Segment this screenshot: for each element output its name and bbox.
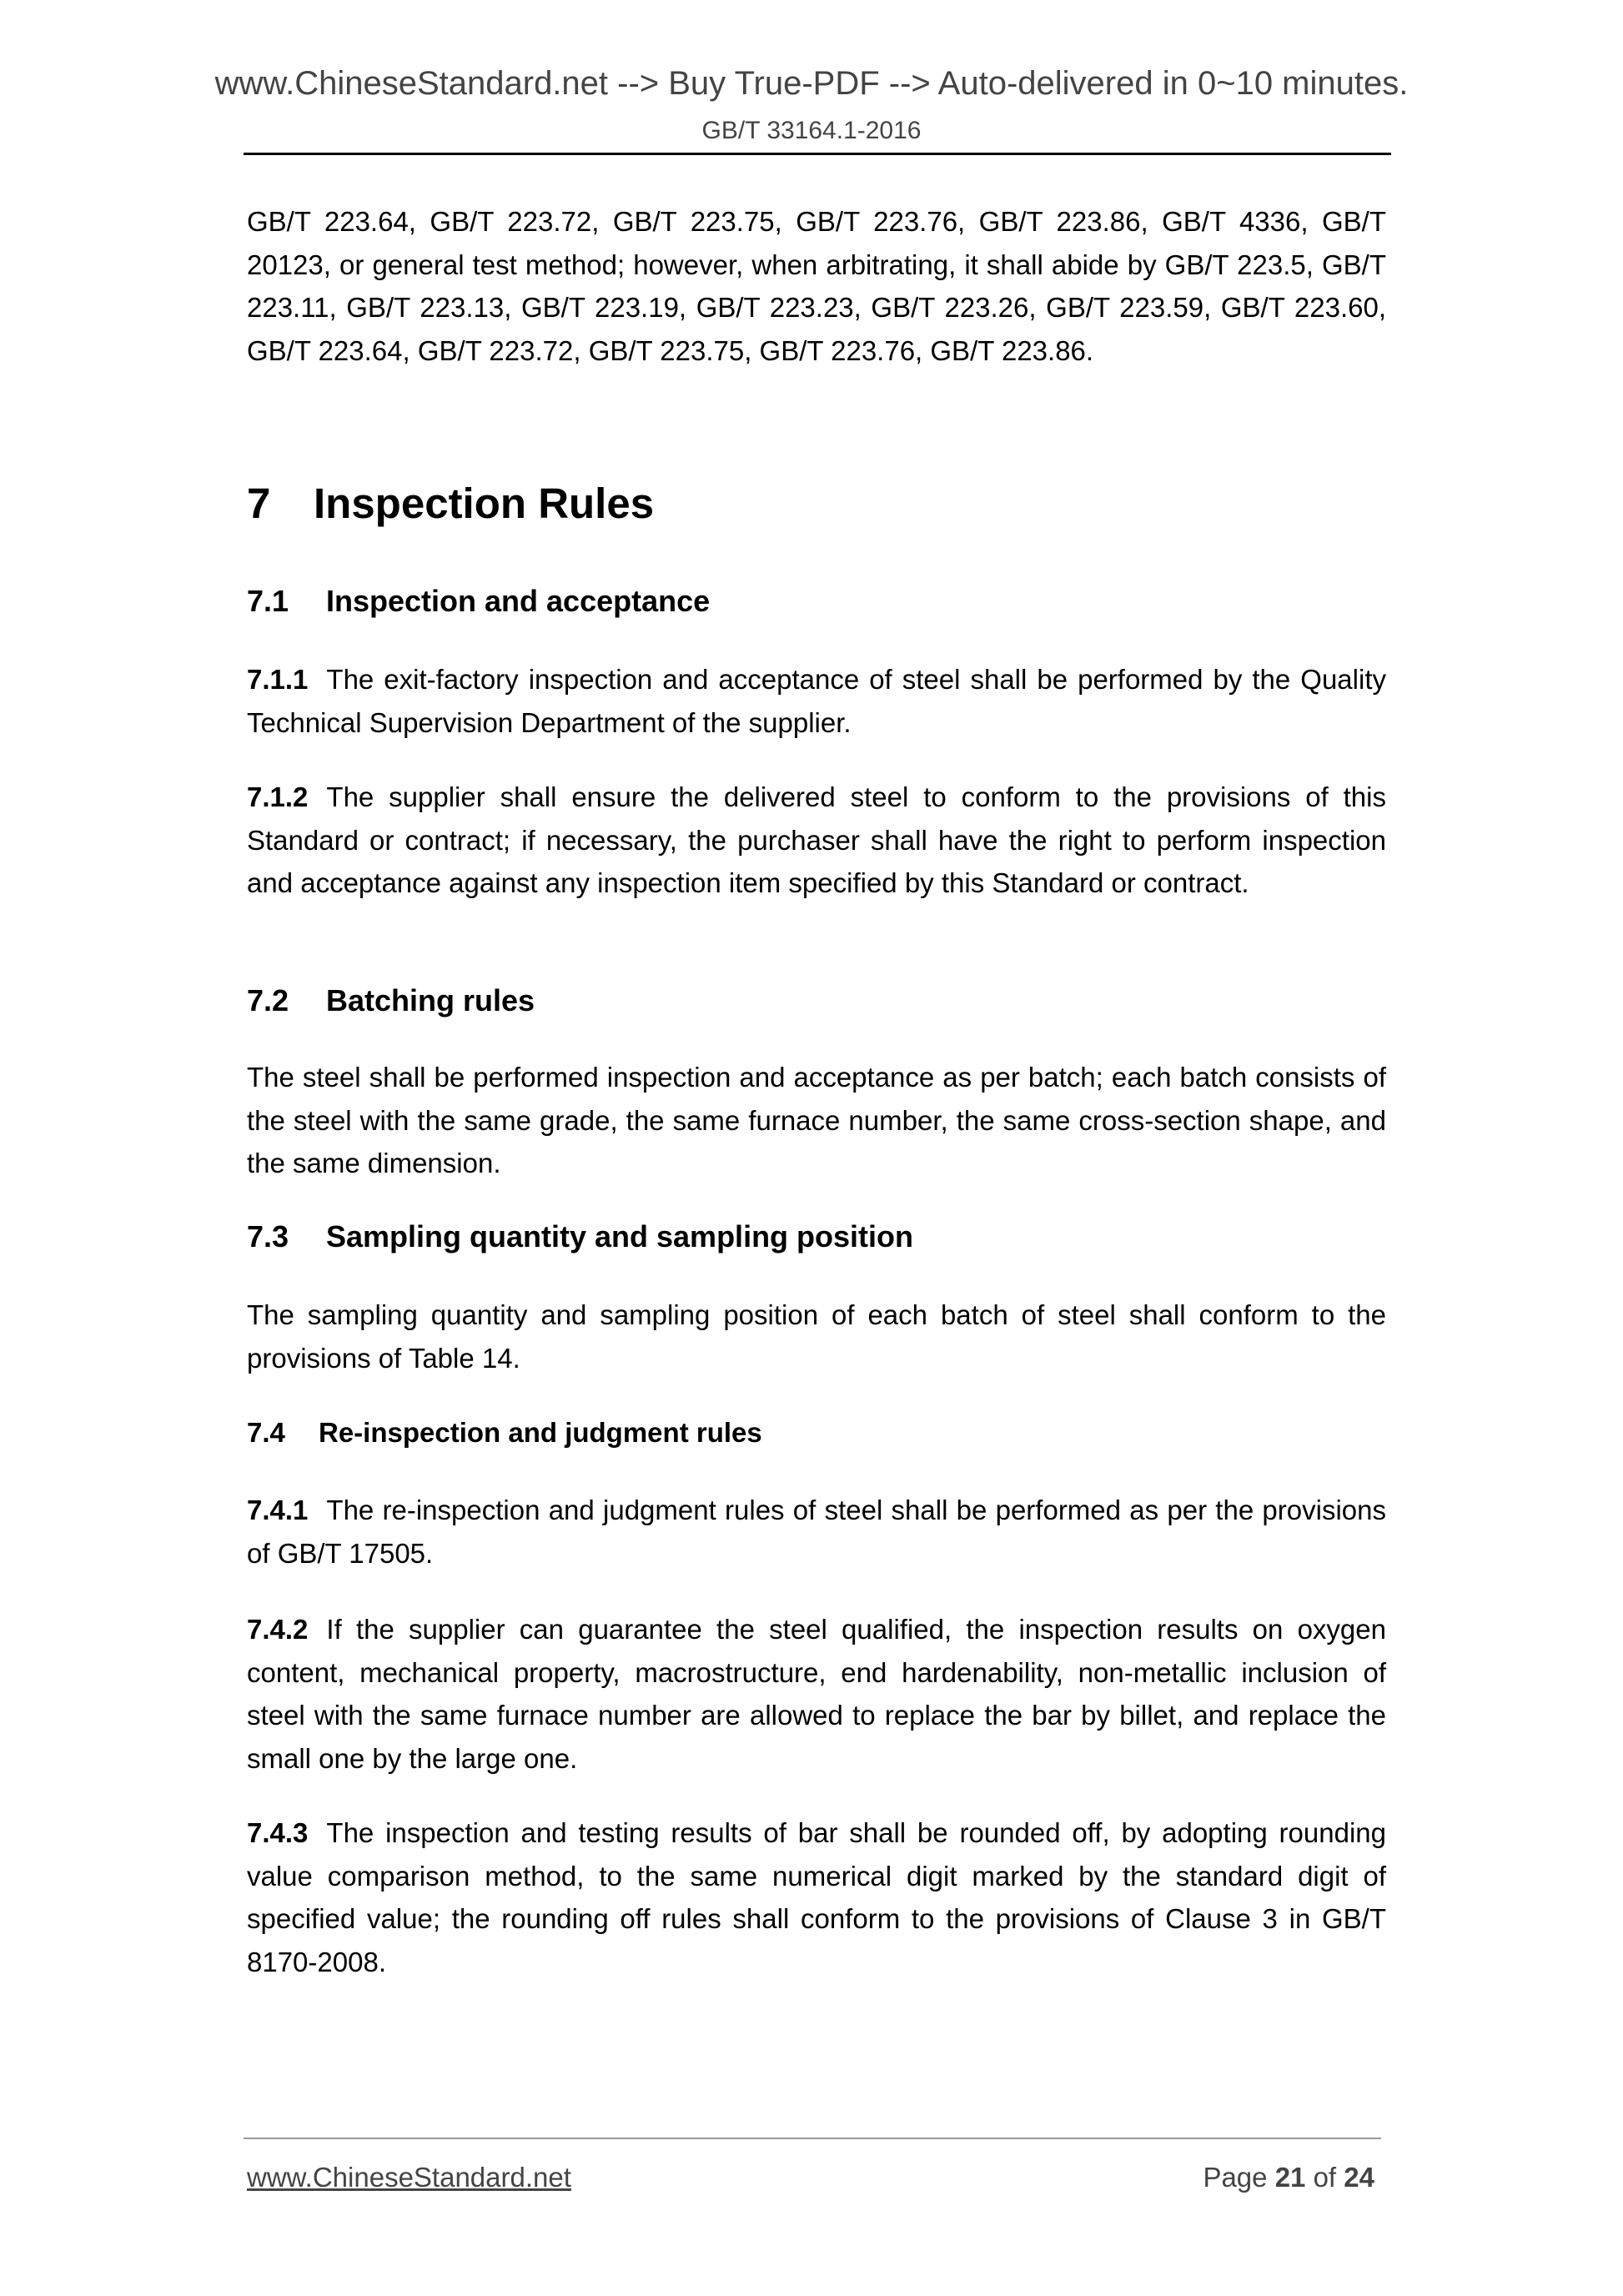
footer-website-link[interactable]: www.ChineseStandard.net <box>247 2162 571 2193</box>
clause-text: The supplier shall ensure the delivered steel to conform to the provisions of this Standard or contract; if necessary, the purchaser shall have the right to perform inspection and acceptance against any inspection item specified by this Standard or contract. <box>247 781 1386 898</box>
heading-number: 7.2 <box>247 983 289 1017</box>
clause-7-4-3 <box>247 1811 1386 1983</box>
section-title: Inspection Rules <box>314 480 655 527</box>
standard-number: GB/T 33164.1-2016 <box>701 117 922 144</box>
section-number: 7 <box>247 480 271 527</box>
heading-7-1 <box>247 584 710 619</box>
clause-number: 7.1.2 <box>247 781 309 812</box>
clause-7-4-2 <box>247 1608 1386 1780</box>
clause-text: The re-inspection and judgment rules of steel shall be performed as per the provisions of GB/T 17505. <box>247 1495 1386 1569</box>
heading-title: Batching rules <box>326 983 535 1017</box>
clause-text: If the supplier can guarantee the steel qualified, the inspection results on oxygen content, mechanical property, macrostructure, end hardenability, non-metallic inclusion of steel with the same furnace number are allowed to replace the bar by billet, and replace the small one by the large one. <box>247 1614 1386 1774</box>
page-current: 21 <box>1274 2162 1306 2193</box>
heading-number: 7.3 <box>247 1219 289 1254</box>
paragraph-7-3: The sampling quantity and sampling position of each batch of steel shall conform to the provisions of Table 14. <box>247 1299 1386 1374</box>
clause-7-4-1 <box>247 1489 1386 1575</box>
header-title: www.ChineseStandard.net --> Buy True-PDF --> Auto-delivered in 0~10 minutes. <box>214 65 1409 102</box>
clause-number: 7.4.1 <box>247 1495 309 1525</box>
heading-title: Inspection and acceptance <box>326 584 711 618</box>
heading-number: 7.4 <box>247 1417 285 1448</box>
section-heading-7 <box>247 479 654 528</box>
heading-7-2 <box>247 983 535 1018</box>
clause-7-1-1 <box>247 658 1386 744</box>
clause-text: The exit-factory inspection and acceptance of steel shall be performed by the Quality Technical Supervision Department of the supplier. <box>247 664 1386 738</box>
page-label: Page <box>1203 2162 1268 2193</box>
clause-7-1-2 <box>247 776 1386 905</box>
heading-7-4 <box>247 1417 762 1449</box>
page-indicator <box>1203 2162 1374 2193</box>
page-of: of <box>1313 2162 1337 2193</box>
footer-divider <box>244 2138 1381 2139</box>
paragraph-7-2: The steel shall be performed inspection and acceptance as per batch; each batch consists of the steel with the same grade, the same furnace number, the same cross-section shape, and the same dimension. <box>247 1062 1386 1178</box>
page-total: 24 <box>1344 2162 1374 2193</box>
clause-number: 7.4.2 <box>247 1614 309 1645</box>
heading-7-3 <box>247 1219 913 1254</box>
intro-paragraph: GB/T 223.64, GB/T 223.72, GB/T 223.75, GB/T 223.76, GB/T 223.86, GB/T 4336, GB/T 20123, or general test method; however, when arbitrating, it shall abide by GB/T 223.5, GB/T 223.11, GB/T 223.13, GB/T 223.19, GB/T 223.23, GB/T 223.26, GB/T 223.59, GB/T 223.60, GB/T 223.64, GB/T 223.72, GB/T 223.75, GB/T 223.76, GB/T 223.86. <box>247 206 1386 366</box>
clause-number: 7.1.1 <box>247 664 309 695</box>
heading-title: Sampling quantity and sampling position <box>326 1219 914 1254</box>
clause-number: 7.4.3 <box>247 1817 309 1848</box>
heading-title: Re-inspection and judgment rules <box>319 1417 762 1448</box>
header-divider <box>244 153 1391 155</box>
clause-text: The inspection and testing results of bar shall be rounded off, by adopting rounding value comparison method, to the same numerical digit marked by the standard digit of specified value; the rounding off rules shall conform to the provisions of Clause 3 in GB/T 8170-2008. <box>247 1817 1386 1977</box>
heading-number: 7.1 <box>247 584 289 618</box>
